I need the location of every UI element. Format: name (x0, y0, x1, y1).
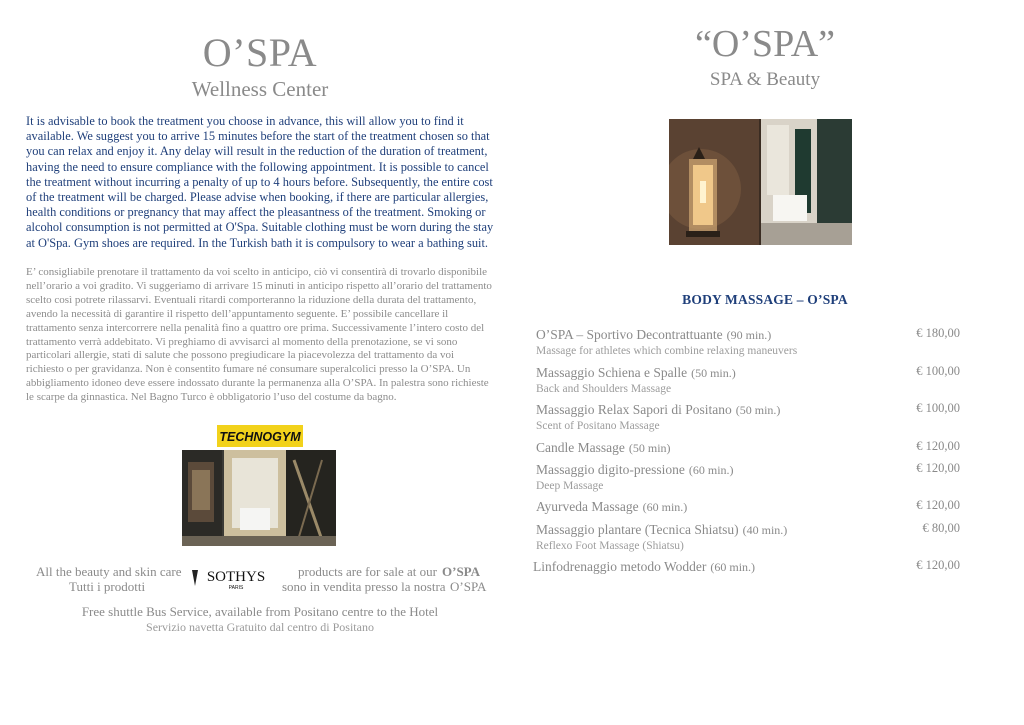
menu-item-description: Reflexo Foot Massage (Shiatsu) (536, 540, 684, 552)
booking-info-english: It is advisable to book the treatment you choose in advance, this will allow you to find it available. We suggest you to arrive 15 minutes before the start of the treatment chosen so that you can relax and enjoy it. Any delay will result in the reduction of the duration of treatment, having the need to ensure compliance with the following appointment. It is possible to cancel the treatment without incurring a penalty of up to 4 hours before. Subsequently, the entire cost of the treatment will be charged. Please advise when booking, if there are particular allergies, health conditions or pregnancy that may affect the pleasantness of the treatment. Smoking or alcohol consumption is not permitted at O'Spa. Suitable clothing must be worn during the stay at O'Spa. Gym shoes are required. In the Turkish bath it is compulsory to wear a bathing suit. (26, 114, 494, 250)
menu-item-name: Massaggio Relax Sapori di Positano (536, 402, 732, 417)
menu-item-duration: (90 min.) (726, 328, 772, 342)
menu-item-linfodrenaggio (533, 558, 960, 576)
menu-item-duration: (60 min.) (688, 463, 734, 477)
menu-item-description: Back and Shoulders Massage (536, 383, 672, 395)
sothys-logo-text: SOTHYS (206, 569, 266, 585)
menu-item-price: € 80,00 (922, 521, 960, 535)
menu-item-name: Massaggio Schiena e Spalle (536, 365, 688, 380)
menu-item-duration: (50 min.) (691, 366, 736, 380)
menu-item-price: € 120,00 (916, 439, 960, 453)
gym-photo (182, 450, 336, 546)
care-it-brand: O’SPA (450, 579, 487, 594)
menu-item-name: O’SPA – Sportivo Decontrattuante (536, 327, 723, 342)
care-it-part-b: sono in vendita presso la nostra (282, 579, 446, 594)
menu-item-description: Deep Massage (536, 480, 604, 492)
care-en-brand: O’SPA (442, 564, 481, 579)
menu-item-name: Massaggio plantare (Tecnica Shiatsu) (536, 522, 739, 537)
menu-item-duration: (60 min.) (642, 500, 688, 514)
shuttle-info-italian: Servizio navetta Gratuito dal centro di Positano (146, 620, 374, 634)
left-page-subtitle: Wellness Center (191, 77, 329, 101)
menu-item-schiena-spalle (536, 364, 960, 395)
menu-item-name: Ayurveda Massage (536, 499, 639, 514)
right-page-title: “O’SPA” (694, 23, 836, 65)
technogym-logo (217, 425, 303, 447)
menu-item-price: € 100,00 (916, 401, 960, 415)
shuttle-info-english: Free shuttle Bus Service, available from Positano centre to the Hotel (81, 604, 439, 619)
left-page-title: O’SPA (202, 30, 318, 75)
right-page-subtitle: SPA & Beauty (709, 69, 821, 90)
menu-item-duration: (40 min.) (742, 523, 788, 537)
menu-item-description: Scent of Positano Massage (536, 420, 660, 432)
menu-item-price: € 180,00 (916, 326, 960, 340)
technogym-logo-text: TECHNOGYM (219, 430, 301, 444)
sothys-logo (188, 566, 274, 592)
menu-item-duration: (60 min.) (710, 560, 756, 574)
menu-item-digito-pressione (536, 461, 960, 492)
menu-item-price: € 100,00 (916, 364, 960, 378)
care-en-part-b: products are for sale at our (298, 564, 437, 579)
menu-item-price: € 120,00 (916, 558, 960, 572)
menu-item-ayurveda (536, 498, 960, 516)
menu-item-price: € 120,00 (916, 498, 960, 512)
menu-item-price: € 120,00 (916, 461, 960, 475)
menu-item-candle (536, 439, 960, 457)
care-en-part-a: All the beauty and skin care (36, 564, 182, 579)
booking-info-italian: E’ consigliabile prenotare il trattamento da voi scelto in anticipo, ciò vi consentirà di trovarlo disponibile nell’orario a voi gradito. Vi suggeriamo di arrivare 15 minuti in anticipo rispetto all’orario del trattamento scelto così potrete rilassarvi. Eventuali ritardi comporteranno la riduzione della durata del trattamento, avendo la necessità di garantire il rispetto dell’appuntamento seguente. E’ possibile cancellare il trattamento senza intercorrere nella penalità fino a quattro ore prima. Successivamente l’intero costo del trattamento verrà addebitato. Vi preghiamo di avvisarci al momento della prenotazione, se vi sono particolari allergie, stati di salute che possono pregiudicare la piacevolezza del trattamento da voi richiesto o per gravidanza. Non è consentito fumare né consumare superalcolici presso la O’SPA. Un abbigliamento idoneo deve essere indossato durante la permanenza alla O’SPA. In palestra sono richieste le scarpe da ginnastica. Nel Bagno Turco è obbligatorio l’uso del costume da bagno. (26, 266, 492, 404)
menu-item-sportivo (536, 326, 960, 357)
body-massage-section-title: BODY MASSAGE – O’SPA (682, 292, 848, 307)
menu-item-duration: (50 min) (628, 441, 671, 455)
menu-item-relax-positano (536, 401, 960, 432)
menu-item-name: Massaggio digito-pressione (536, 462, 685, 477)
spa-lounge-photo (669, 119, 852, 245)
menu-item-duration: (50 min.) (735, 403, 781, 417)
care-it-part-a: Tutti i prodotti (69, 579, 146, 594)
menu-item-plantare (536, 521, 960, 552)
sothys-logo-sub: PARIS (228, 585, 244, 591)
menu-item-name: Linfodrenaggio metodo Wodder (533, 559, 707, 574)
menu-item-description: Massage for athletes which combine relaxing maneuvers (536, 345, 798, 357)
menu-item-name: Candle Massage (536, 440, 625, 455)
